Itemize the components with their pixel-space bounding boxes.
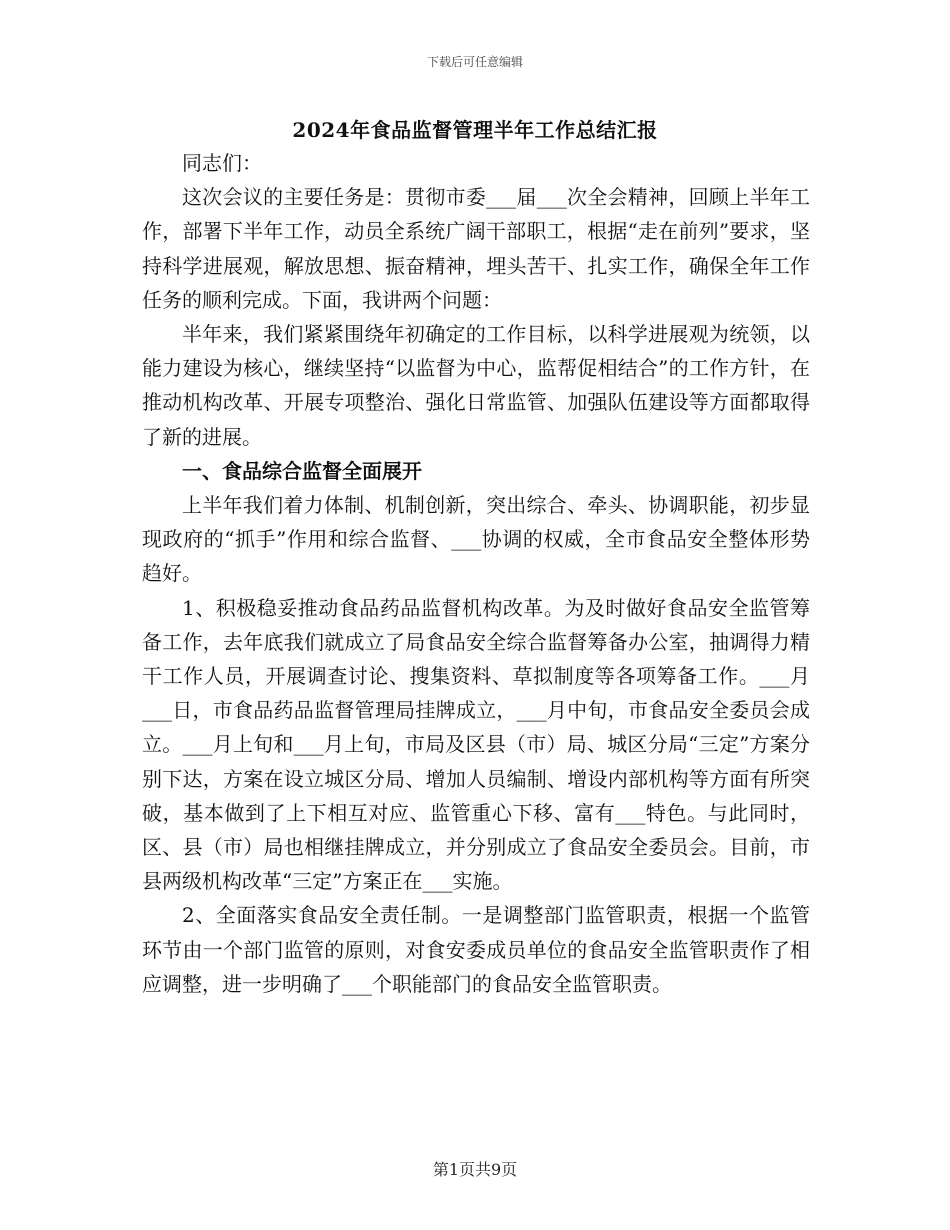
section-heading-1: 一、食品综合监督全面展开 [182, 458, 422, 483]
page-header-note: 下载后可任意编辑 [426, 55, 523, 69]
paragraph-5: 2、全面落实食品安全责任制。一是调整部门监管职责，根据一个监管环节由一个部门监管的原则，对食安委成员单位的食品安全监管职责作了相应调整，进一步明确了___个职能部门的食品安全监管职责。 [142, 903, 810, 996]
paragraph-4: 1、积极稳妥推动食品药品监督机构改革。为及时做好食品安全监管筹备工作，去年底我们就成立了局食品安全综合监督筹备办公室，抽调得力精干工作人员，开展调查讨论、搜集资料、草拟制度等各项筹备工作。___月___日，市食品药品监督管理局挂牌成立，___月中旬，市食品安全委员会成立。___月上旬和___月上旬，市局及区县（市）局、城区分局“三定”方案分别下达，方案在设立城区分局、增加人员编制、增设内部机构等方面有所突破，基本做到了上下相互对应、监管重心下移、富有___特色。与此同时，区、县（市）局也相继挂牌成立，并分别成立了食品安全委员会。目前，市县两级机构改革“三定”方案正在___实施。 [142, 595, 810, 894]
document-title: 2024年食品监督管理半年工作总结汇报 [292, 118, 658, 142]
paragraph-3: 上半年我们着力体制、机制创新，突出综合、牵头、协调职能，初步显现政府的“抓手”作用和综合监督、___协调的权威，全市食品安全整体形势趋好。 [142, 493, 810, 586]
greeting: 同志们： [182, 151, 262, 175]
paragraph-1: 这次会议的主要任务是：贯彻市委___届___次全会精神，回顾上半年工作，部署下半年工作，动员全系统广阔干部职工，根据“走在前列”要求，坚持科学进展观，解放思想、振奋精神，埋头苦干、扎实工作，确保全年工作任务的顺利完成。下面，我讲两个问题： [142, 185, 810, 312]
document-body [142, 146, 810, 1001]
paragraph-2: 半年来，我们紧紧围绕年初确定的工作目标，以科学进展观为统领，以能力建设为核心，继续坚持“以监督为中心，监帮促相结合”的工作方针，在推动机构改革、开展专项整治、强化日常监管、加强队伍建设等方面都取得了新的进展。 [142, 322, 810, 449]
page-number: 第1页共9页 [432, 1160, 518, 1179]
